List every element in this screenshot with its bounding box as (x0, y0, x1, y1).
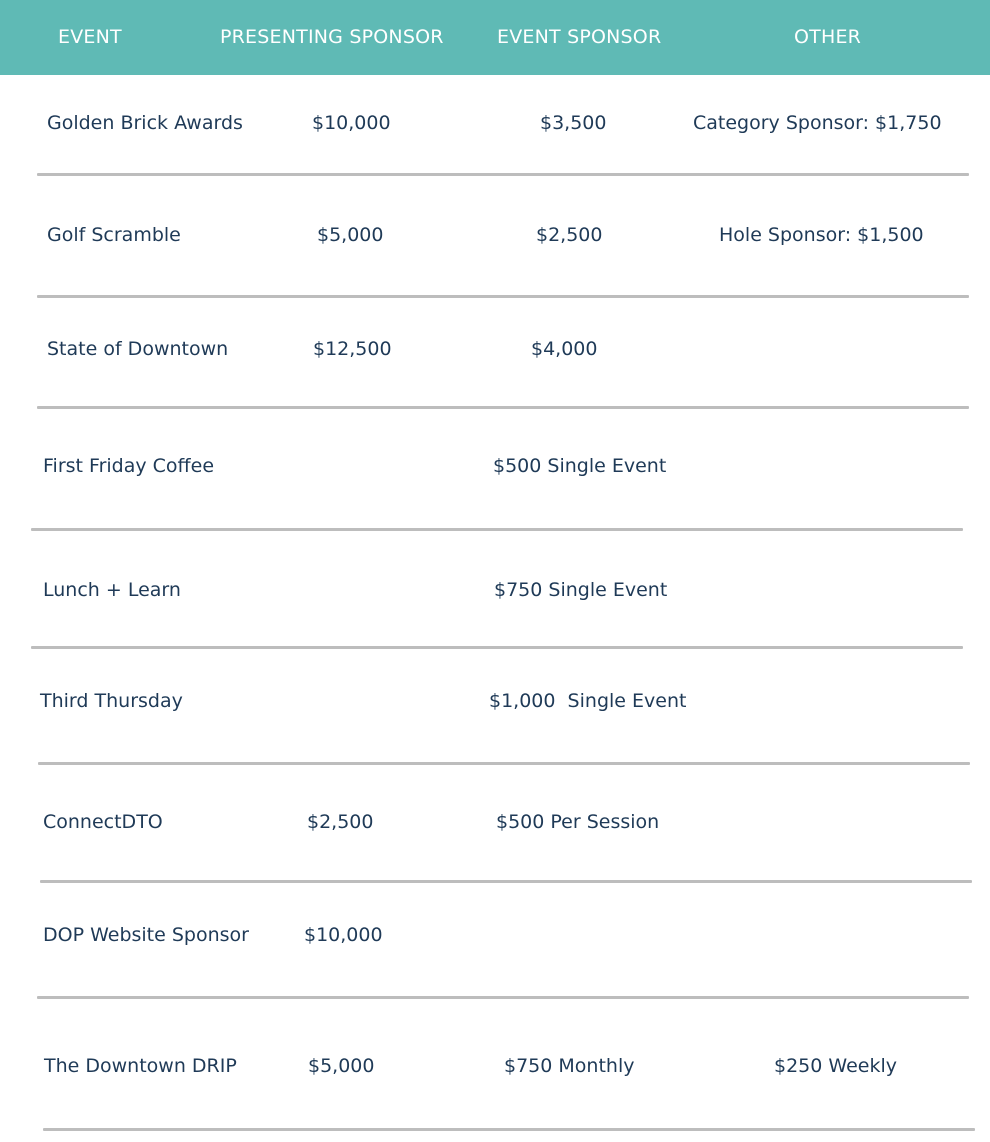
row-divider (38, 762, 970, 765)
cell-event-sponsor: $500 Per Session (496, 811, 660, 833)
row-divider (43, 1128, 975, 1131)
cell-event-sponsor: $4,000 (531, 338, 598, 360)
header-event-sponsor: EVENT SPONSOR (497, 26, 662, 48)
cell-presenting-sponsor: $10,000 (312, 112, 391, 134)
cell-event: DOP Website Sponsor (43, 924, 249, 946)
cell-event: Lunch + Learn (43, 579, 181, 601)
cell-presenting-sponsor: $10,000 (304, 924, 383, 946)
row-divider (37, 406, 969, 409)
cell-event-sponsor: $2,500 (536, 224, 603, 246)
header-event: EVENT (58, 26, 122, 48)
cell-event-sponsor: $750 Single Event (494, 579, 668, 601)
cell-presenting-sponsor: $5,000 (308, 1055, 375, 1077)
row-divider (40, 880, 972, 883)
cell-event-sponsor: $500 Single Event (493, 455, 667, 477)
table-header (0, 0, 990, 75)
cell-event: State of Downtown (47, 338, 229, 360)
cell-other: $250 Weekly (774, 1055, 897, 1077)
row-divider (37, 173, 969, 176)
row-divider (31, 528, 963, 531)
header-other: OTHER (794, 26, 862, 48)
cell-event: The Downtown DRIP (44, 1055, 237, 1077)
cell-event: Third Thursday (40, 690, 183, 712)
cell-event-sponsor: $3,500 (540, 112, 607, 134)
cell-event-sponsor: $1,000 Single Event (489, 690, 687, 712)
cell-other: Hole Sponsor: $1,500 (719, 224, 924, 246)
cell-event: Golf Scramble (47, 224, 181, 246)
cell-event: ConnectDTO (43, 811, 163, 833)
row-divider (37, 996, 969, 999)
row-divider (37, 295, 969, 298)
row-divider (31, 646, 963, 649)
cell-other: Category Sponsor: $1,750 (693, 112, 942, 134)
cell-presenting-sponsor: $12,500 (313, 338, 392, 360)
cell-event: Golden Brick Awards (47, 112, 243, 134)
cell-event-sponsor: $750 Monthly (504, 1055, 635, 1077)
cell-presenting-sponsor: $2,500 (307, 811, 374, 833)
header-presenting-sponsor: PRESENTING SPONSOR (220, 26, 444, 48)
cell-presenting-sponsor: $5,000 (317, 224, 384, 246)
cell-event: First Friday Coffee (43, 455, 215, 477)
